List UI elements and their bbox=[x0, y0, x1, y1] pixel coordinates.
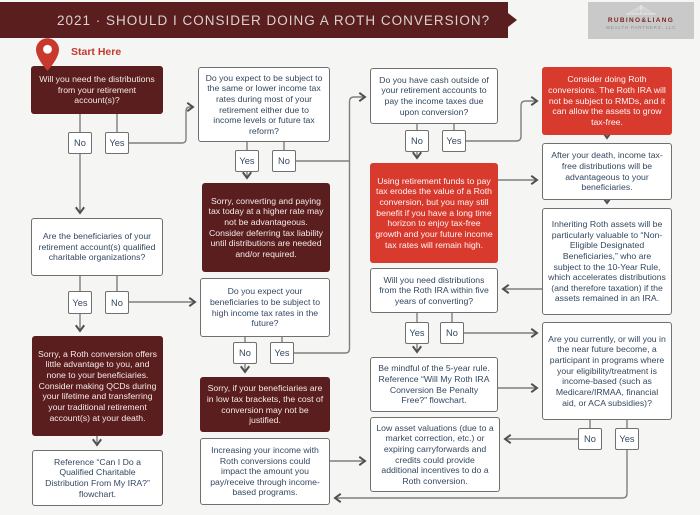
choice-q3-no: No bbox=[272, 150, 296, 172]
start-pin-icon bbox=[36, 38, 59, 71]
question-cash-outside-accounts: Do you have cash outside of your retirement accounts to pay the income taxes due upon conversion? bbox=[370, 68, 498, 124]
choice-q3-yes: Yes bbox=[235, 150, 259, 172]
choice-q7-yes: Yes bbox=[615, 428, 639, 450]
result-little-advantage-qcd: Sorry, a Roth conversion offers little advantage to you, and none to your beneficiaries. Consider making QCDs during your lifetime and transferring your traditional retirement account(s) at your death. bbox=[32, 336, 163, 436]
page-title: 2021 · SHOULD I CONSIDER DOING A ROTH CONVERSION? bbox=[57, 12, 491, 28]
question-need-distributions: Will you need the distributions from your retirement account(s)? bbox=[31, 66, 163, 114]
question-income-based-eligibility: Are you currently, or will you in the near future become, a participant in programs where your eligibility/treatment is income-based (such as Medicare/IRMAA, financial aid, or ACA subsidies)? bbox=[542, 322, 672, 420]
question-distributions-five-years: Will you need distributions from the Roth IRA within five years of converting? bbox=[370, 268, 498, 313]
choice-q4-no: No bbox=[233, 342, 257, 364]
note-five-year-rule: Be mindful of the 5-year rule. Reference “Will My Roth IRA Conversion Be Penalty Free?” flowchart. bbox=[370, 357, 498, 412]
choice-q5-yes: Yes bbox=[442, 130, 466, 152]
choice-q1-yes: Yes bbox=[105, 132, 129, 154]
note-inheriting-roth-assets: Inheriting Roth assets will be particularly valuable to “Non-Eligible Designated Beneficiaries,” who are subject to the 10-Year Rule, which accelerates distributions (and therefore taxation) if the assets remained in an IRA. bbox=[542, 208, 672, 315]
note-income-based-programs: Increasing your income with Roth conversions could impact the amount you pay/receive through income-based programs. bbox=[200, 438, 330, 505]
logo-name: RUBINO&LIANG bbox=[607, 17, 675, 24]
choice-q5-no: No bbox=[405, 130, 429, 152]
result-cost-not-justified: Sorry, if your beneficiaries are in low tax brackets, the cost of conversion may not be justified. bbox=[200, 377, 330, 432]
choice-q2-no: No bbox=[105, 291, 129, 314]
choice-q1-no: No bbox=[68, 132, 92, 154]
question-charitable-beneficiaries: Are the beneficiaries of your retirement account(s) qualified charitable organizations? bbox=[31, 218, 163, 276]
start-here-label: Start Here bbox=[71, 46, 122, 58]
choice-q2-yes: Yes bbox=[68, 291, 92, 314]
result-retirement-funds-erode: Using retirement funds to pay tax erodes the value of a Roth conversion, but you may still benefit if you have a long time horizon to enjoy tax-free growth and your future income tax rates will remain high. bbox=[370, 163, 498, 263]
choice-q7-no: No bbox=[578, 428, 602, 450]
question-beneficiaries-high-rates: Do you expect your beneficiaries to be subject to high income tax rates in the future? bbox=[200, 278, 330, 337]
logo-tagline: WEALTH PARTNERS, LLC bbox=[605, 25, 677, 31]
result-consider-roth-conversion: Consider doing Roth conversions. The Roth IRA will not be subject to RMDs, and it can allow the assets to grow tax-free. bbox=[542, 67, 672, 135]
choice-q6-yes: Yes bbox=[405, 322, 429, 344]
reference-qcd-flowchart: Reference “Can I Do a Qualified Charitable Distribution From My IRA?” flowchart. bbox=[32, 450, 163, 506]
note-after-death-distributions: After your death, income tax-free distributions will be advantageous to your beneficiaries. bbox=[542, 143, 672, 200]
choice-q4-yes: Yes bbox=[270, 342, 294, 364]
note-low-asset-valuations: Low asset valuations (due to a market correction, etc.) or expiring carryforwards and credits could provide additional incentives to do a Roth conversion. bbox=[370, 417, 500, 492]
choice-q6-no: No bbox=[440, 322, 464, 344]
result-defer-tax-liability: Sorry, converting and paying tax today at a higher rate may not be advantageous. Consider deferring tax liability until distributions are needed and/or required. bbox=[202, 183, 330, 272]
question-same-or-lower-tax-rates: Do you expect to be subject to the same or lower income tax rates during most of your retirement either due to income levels or future tax reform? bbox=[198, 67, 330, 142]
